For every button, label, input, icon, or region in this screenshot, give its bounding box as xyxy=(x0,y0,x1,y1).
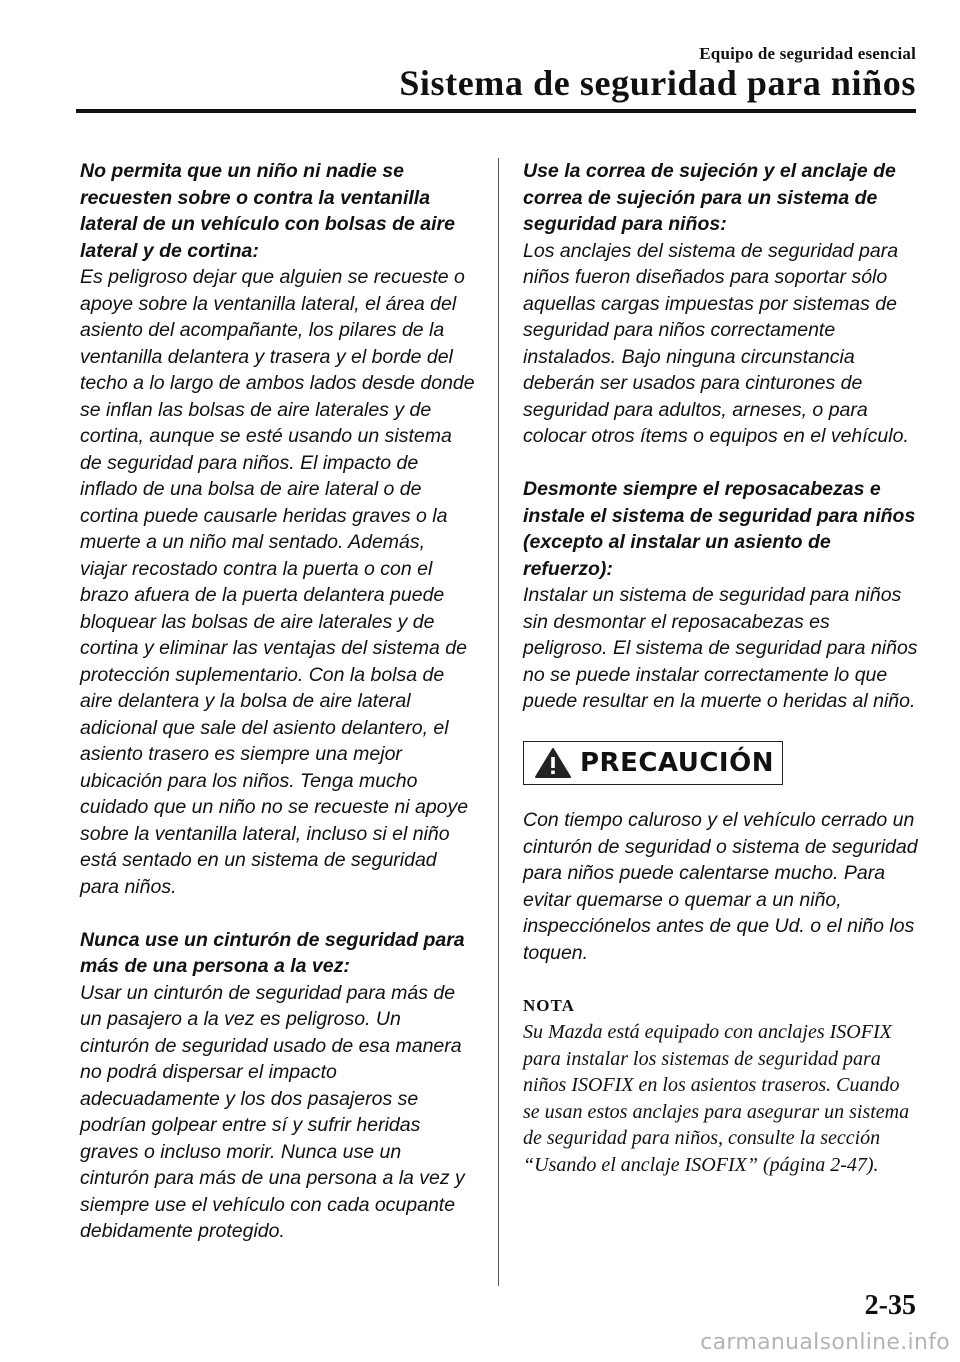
warning-block-headrest xyxy=(523,476,918,715)
warning-triangle-icon xyxy=(534,747,580,779)
caution-body: Con tiempo caluroso y el vehículo cerrado un cinturón de seguridad o sistema de seguridad para niños puede calentarse mucho. Para evitar quemarse o quemar a un niño, inspecciónelos antes de que Ud. o el niño los toquen. xyxy=(523,809,918,964)
caution-label: PRECAUCIÓN xyxy=(580,747,774,778)
warning-body: Los anclajes del sistema de seguridad para niños fueron diseñados para soportar sólo aquellas cargas impuestas por sistemas de seguridad para niños correctamente instalados. Bajo ninguna circunstancia deberán ser usados para cinturones de seguridad para adultos, arneses, o para colocar otros ítems o equipos en el vehículo. xyxy=(523,239,909,447)
warning-heading: No permita que un niño ni nadie se recuesten sobre o contra la ventanilla lateral de un vehículo con bolsas de aire lateral y de cortina: xyxy=(80,160,455,262)
header-divider xyxy=(76,109,916,113)
warning-body: Instalar un sistema de seguridad para niños sin desmontar el reposacabezas es peligroso. El sistema de seguridad para niños no se puede instalar correctamente lo que puede resultar en la muerte o heridas al niño. xyxy=(523,584,918,712)
right-column xyxy=(523,158,918,1178)
caution-block xyxy=(523,807,918,966)
page-number: 2-35 xyxy=(864,1290,916,1321)
warning-body: Usar un cinturón de seguridad para más de un pasajero a la vez es peligroso. Un cinturón de seguridad usado de esa manera no podrá dispersar el impacto adecuadamente y los dos pasajeros se podrían golpear entre sí y sufrir heridas graves o incluso morir. Nunca use un cinturón para más de una persona a la vez y siempre use el vehículo con cada ocupante debidamente protegido. xyxy=(80,981,465,1242)
warning-block-window xyxy=(80,158,475,900)
warning-heading: Desmonte siempre el reposacabezas e instale el sistema de seguridad para niños (excepto al instalar un asiento de refuerzo): xyxy=(523,478,916,580)
caution-banner xyxy=(523,741,783,785)
note-body: Su Mazda está equipado con anclajes ISOFIX para instalar los sistemas de seguridad para niños ISOFIX en los asientos traseros. Cuando se usan estos anclajes para asegurar un sistema de seguridad para niños, consulte la sección “Usando el anclaje ISOFIX” (página 2-47). xyxy=(523,1021,910,1176)
column-divider xyxy=(498,158,499,1286)
warning-block-tether xyxy=(523,158,918,450)
watermark: carmanualsonline.info xyxy=(700,1330,950,1355)
note-title: NOTA xyxy=(523,995,575,1015)
left-column xyxy=(80,158,475,1271)
warning-heading: Nunca use un cinturón de seguridad para más de una persona a la vez: xyxy=(80,928,465,977)
page-title: Sistema de seguridad para niños xyxy=(399,63,916,103)
warning-heading: Use la correa de sujeción y el anclaje de correa de sujeción para un sistema de seguridad para niños: xyxy=(523,160,896,235)
warning-body: Es peligroso dejar que alguien se recueste o apoye sobre la ventanilla lateral, el área del asiento del acompañante, los pilares de la ventanilla delantera y trasera y el borde del techo a lo largo de ambos lados desde donde se inflan las bolsas de aire laterales y de cortina, aunque se esté usando un sistema de seguridad para niños. El impacto de inflado de una bolsa de aire lateral o de cortina puede causarle heridas graves o la muerte a un niño mal sentado. Además, viajar recostado contra la puerta o con el brazo afuera de la puerta delantera puede bloquear las bolsas de aire laterales y de cortina y eliminar las ventajas del sistema de protección suplementario. Con la bolsa de aire delantera y la bolsa de aire lateral adicional que sale del asiento delantero, el asiento trasero es siempre una mejor ubicación para los niños. Tenga mucho cuidado que un niño no se recueste ni apoye sobre la ventanilla lateral, incluso si el niño está sentado en un sistema de seguridad para niños. xyxy=(80,266,475,898)
note-block xyxy=(523,993,918,1179)
section-label: Equipo de seguridad esencial xyxy=(699,44,916,63)
warning-block-seatbelt xyxy=(80,927,475,1245)
